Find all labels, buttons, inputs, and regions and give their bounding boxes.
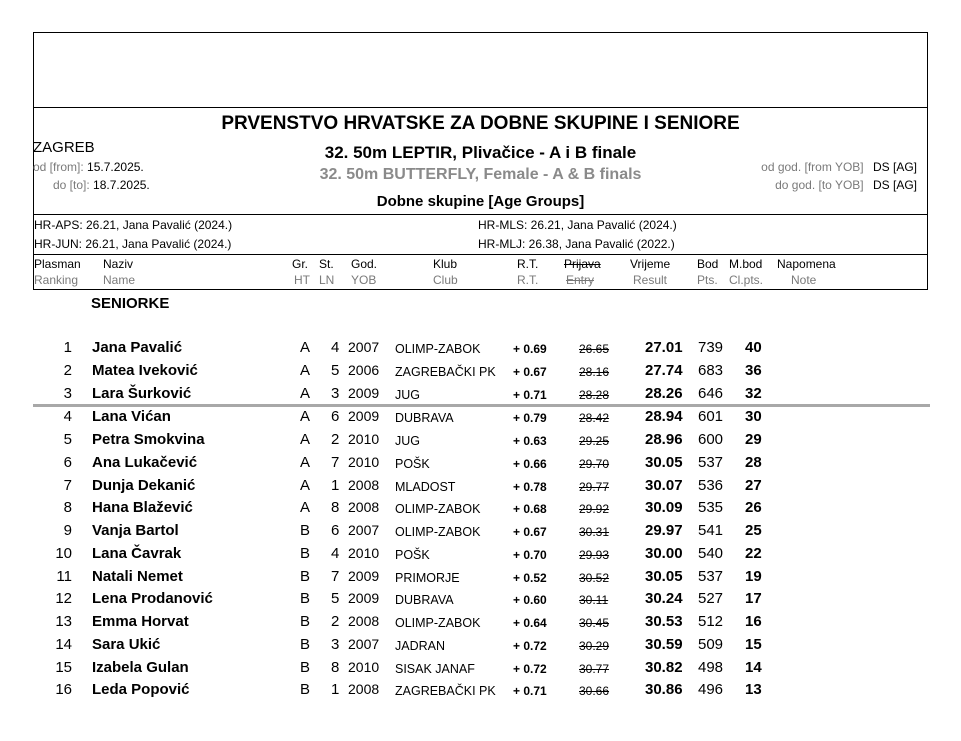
points: 540: [698, 544, 724, 562]
yob-to-label: do god. [to YOB]: [775, 178, 864, 192]
athlete-name: Lana Čavrak: [92, 544, 182, 562]
club-points: 16: [745, 613, 762, 630]
club-points: 15: [745, 635, 762, 653]
date-to-value: 18.7.2025.: [93, 178, 150, 192]
col-ln: St.: [319, 257, 334, 271]
result-rank: 14: [55, 635, 72, 653]
record-mlj: HR-MLJ: 26.38, Jana Pavalić (2022.): [478, 237, 675, 251]
reaction-time: + 0.71: [513, 387, 547, 402]
points: 537: [698, 453, 724, 471]
athlete-name: Petra Smokvina: [92, 431, 205, 448]
age-groups-title: Dobne skupine [Age Groups]: [376, 193, 585, 210]
col-pts-en: Pts.: [697, 273, 718, 287]
entry-time: 30.31: [579, 525, 610, 539]
final-group: B: [300, 522, 311, 539]
points: 646: [698, 384, 724, 402]
lane: 5: [331, 590, 340, 608]
final-group: B: [300, 567, 311, 585]
final-group: A: [300, 431, 311, 448]
record-jun: HR-JUN: 26.21, Jana Pavalić (2024.): [34, 237, 232, 251]
final-group: A: [300, 499, 311, 517]
points: 496: [698, 681, 724, 699]
table-row: [0, 477, 961, 499]
lane: 1: [331, 681, 340, 699]
final-group: B: [300, 658, 311, 676]
table-row: [0, 454, 961, 476]
year-of-birth: 2007: [348, 522, 380, 538]
athlete-name: Sara Ukić: [92, 635, 161, 653]
result-time: 29.97: [645, 522, 683, 539]
records-bottom-divider: [33, 254, 928, 255]
athlete-name: Lara Šurković: [92, 384, 192, 402]
club-name: JUG: [395, 434, 420, 448]
final-group: B: [300, 590, 311, 608]
result-time: 28.26: [645, 384, 683, 402]
result-rank: 16: [55, 681, 72, 699]
club-name: OLIMP-ZABOK: [395, 342, 481, 356]
entry-time: 28.16: [579, 364, 610, 379]
entry-time: 30.66: [579, 684, 610, 699]
result-rank: 5: [63, 431, 72, 448]
athlete-name: Leda Popović: [92, 681, 190, 699]
year-of-birth: 2007: [348, 635, 380, 652]
col-entry-en: Entry: [566, 273, 595, 287]
points: 536: [698, 476, 724, 494]
athlete-name: Lana Vićan: [92, 408, 171, 426]
points: 739: [698, 339, 724, 356]
final-group: A: [300, 453, 311, 471]
club-points: 13: [745, 681, 762, 699]
points: 535: [698, 499, 724, 517]
final-group: A: [300, 476, 311, 494]
club-points: 40: [745, 339, 762, 356]
club-name: ZAGREBAČKI PK: [395, 364, 496, 379]
year-of-birth: 2009: [348, 384, 380, 401]
club-name: PRIMORJE: [395, 570, 460, 585]
result-time: 30.09: [645, 499, 683, 517]
lane: 8: [331, 658, 340, 676]
year-of-birth: 2006: [348, 361, 380, 378]
entry-time: 30.29: [579, 638, 610, 653]
points: 512: [698, 613, 724, 630]
col-clpts-en: Cl.pts.: [729, 273, 764, 287]
entry-time: 30.52: [579, 570, 610, 585]
final-group: A: [300, 339, 311, 356]
reaction-time: + 0.69: [513, 342, 547, 356]
result-time: 30.24: [645, 590, 683, 608]
records-top-divider: [33, 214, 928, 215]
club-points: 28: [745, 453, 762, 471]
table-row: [0, 362, 961, 384]
reaction-time: + 0.72: [513, 638, 547, 653]
athlete-name: Emma Horvat: [92, 613, 189, 630]
year-of-birth: 2008: [348, 476, 380, 493]
table-row: [0, 681, 961, 703]
year-of-birth: 2008: [348, 681, 380, 698]
reaction-time: + 0.72: [513, 661, 547, 676]
club-points: 26: [745, 499, 762, 517]
result-rank: 10: [55, 544, 72, 562]
club-points: 30: [745, 408, 762, 426]
col-ht: Gr.: [292, 257, 309, 271]
reaction-time: + 0.66: [513, 456, 547, 471]
record-mls: HR-MLS: 26.21, Jana Pavalić (2024.): [478, 218, 677, 232]
athlete-name: Dunja Dekanić: [92, 476, 196, 494]
points: 537: [698, 567, 724, 585]
lane: 1: [331, 476, 340, 494]
lane: 4: [331, 544, 340, 562]
points: 601: [698, 408, 724, 426]
lane: 6: [331, 522, 340, 539]
date-from-label: od [from]:: [33, 160, 84, 174]
final-group: A: [300, 408, 311, 426]
club-name: OLIMP-ZABOK: [395, 502, 481, 517]
athlete-name: Lena Prodanović: [92, 590, 213, 608]
col-rank: Plasman: [34, 257, 81, 271]
club-name: OLIMP-ZABOK: [395, 616, 481, 630]
col-rt: R.T.: [517, 257, 539, 271]
reaction-time: + 0.70: [513, 547, 547, 562]
entry-time: 29.70: [579, 456, 610, 471]
entry-time: 29.25: [579, 434, 610, 448]
yob-from-label: od god. [from YOB]: [761, 160, 864, 174]
result-rank: 12: [55, 590, 72, 608]
lane: 4: [331, 339, 340, 356]
points: 541: [698, 522, 724, 539]
athlete-name: Izabela Gulan: [92, 658, 189, 676]
result-time: 30.05: [645, 453, 683, 471]
result-rank: 8: [63, 499, 72, 517]
table-row: [0, 522, 961, 544]
col-yob: God.: [351, 257, 378, 271]
event-title-en: 32. 50m BUTTERFLY, Female - A & B finals: [319, 166, 642, 183]
final-group: B: [300, 635, 311, 653]
club-name: JADRAN: [395, 638, 446, 653]
points: 498: [698, 658, 724, 676]
reaction-time: + 0.64: [513, 616, 547, 630]
yob-from: [761, 160, 917, 174]
club-points: 17: [745, 590, 762, 608]
final-group: B: [300, 681, 311, 699]
result-rank: 4: [63, 408, 72, 426]
year-of-birth: 2007: [348, 339, 380, 355]
table-row: [0, 408, 961, 430]
year-of-birth: 2008: [348, 613, 380, 629]
entry-time: 28.28: [579, 387, 610, 402]
col-club-en: Club: [433, 273, 458, 287]
final-group: A: [300, 384, 311, 402]
reaction-time: + 0.67: [513, 364, 547, 379]
col-pts: Bod: [697, 257, 719, 271]
entry-time: 30.11: [579, 593, 609, 608]
table-row: [0, 636, 961, 658]
year-of-birth: 2010: [348, 544, 380, 561]
table-row: [0, 590, 961, 612]
result-time: 28.94: [645, 408, 683, 426]
result-rank: 7: [63, 476, 72, 494]
entry-time: 29.93: [579, 547, 610, 562]
entry-time: 28.42: [579, 411, 610, 426]
col-rank-en: Ranking: [34, 273, 79, 287]
year-of-birth: 2008: [348, 499, 380, 516]
entry-time: 29.77: [579, 479, 610, 494]
result-time: 27.01: [645, 339, 683, 356]
reaction-time: + 0.71: [513, 684, 547, 699]
club-points: 29: [745, 431, 762, 448]
entry-time: 29.92: [579, 502, 610, 517]
points: 527: [698, 590, 724, 608]
lane: 2: [331, 431, 340, 448]
result-time: 30.05: [645, 567, 683, 585]
competition-title: PRVENSTVO HRVATSKE ZA DOBNE SKUPINE I SENIORE: [221, 113, 740, 134]
entry-time: 30.77: [579, 661, 610, 676]
yob-to-value: DS [AG]: [872, 178, 917, 192]
col-name: Naziv: [103, 257, 134, 271]
year-of-birth: 2009: [348, 408, 380, 425]
athlete-name: Jana Pavalić: [92, 339, 183, 356]
club-points: 36: [745, 361, 762, 379]
club-points: 22: [745, 544, 762, 562]
result-rank: 3: [63, 384, 72, 402]
yob-from-value: DS [AG]: [872, 160, 917, 174]
club-name: POŠK: [395, 547, 430, 562]
result-time: 30.00: [645, 544, 683, 562]
result-time: 30.59: [645, 635, 683, 653]
table-row: [0, 339, 961, 361]
year-of-birth: 2010: [348, 431, 380, 447]
table-row: [0, 613, 961, 635]
table-row: [0, 385, 961, 407]
points: 600: [698, 431, 724, 448]
reaction-time: + 0.79: [513, 411, 547, 426]
table-row: [0, 659, 961, 681]
col-entry: Prijava: [564, 257, 601, 271]
reaction-time: + 0.68: [513, 502, 547, 517]
club-name: MLADOST: [395, 479, 456, 494]
entry-time: 30.45: [579, 616, 610, 630]
club-name: DUBRAVA: [395, 593, 454, 608]
date-to-label: do [to]:: [53, 178, 90, 192]
club-points: 32: [745, 384, 762, 402]
result-rank: 1: [63, 339, 72, 356]
club-name: DUBRAVA: [395, 411, 454, 426]
club-points: 14: [745, 658, 762, 676]
result-time: 28.96: [645, 431, 683, 448]
club-name: POŠK: [395, 456, 430, 471]
year-of-birth: 2009: [348, 590, 380, 607]
reaction-time: + 0.52: [513, 570, 547, 585]
col-note-en: Note: [791, 273, 817, 287]
col-clpts: M.bod: [729, 257, 763, 271]
athlete-name: Matea Iveković: [92, 361, 198, 379]
result-rank: 15: [55, 658, 72, 676]
lane: 3: [331, 635, 340, 653]
reaction-time: + 0.67: [513, 525, 547, 539]
points: 509: [698, 635, 724, 653]
athlete-name: Ana Lukačević: [92, 453, 198, 471]
result-rank: 11: [56, 567, 72, 585]
col-note: Napomena: [777, 257, 836, 271]
club-points: 19: [745, 567, 762, 585]
year-of-birth: 2010: [348, 658, 380, 675]
col-club: Klub: [433, 257, 458, 271]
lane: 7: [331, 453, 340, 471]
club-name: ZAGREBAČKI PK: [395, 684, 496, 699]
reaction-time: + 0.60: [513, 593, 547, 608]
result-time: 30.82: [645, 658, 683, 676]
category-title: SENIORKE: [91, 295, 170, 312]
points: 683: [698, 361, 724, 379]
club-points: 27: [745, 476, 762, 494]
year-of-birth: 2009: [348, 567, 380, 584]
col-ht-en: HT: [294, 273, 310, 287]
table-row: [0, 545, 961, 567]
result-time: 27.74: [645, 361, 683, 379]
club-name: SISAK JANAF: [395, 661, 475, 676]
col-result: Vrijeme: [630, 257, 671, 271]
header-divider: [33, 107, 928, 108]
col-yob-en: YOB: [351, 273, 377, 287]
city: ZAGREB: [33, 139, 95, 156]
lane: 3: [331, 384, 340, 402]
final-group: B: [300, 613, 311, 630]
result-rank: 13: [55, 613, 72, 630]
table-row: [0, 431, 961, 453]
table-row: [0, 568, 961, 590]
lane: 8: [331, 499, 340, 517]
reaction-time: + 0.78: [513, 479, 547, 494]
result-time: 30.86: [645, 681, 683, 699]
athlete-name: Natali Nemet: [92, 567, 183, 585]
col-ln-en: LN: [319, 273, 335, 287]
year-of-birth: 2010: [348, 453, 380, 470]
lane: 7: [331, 567, 340, 585]
yob-to: [775, 178, 917, 192]
athlete-name: Vanja Bartol: [92, 522, 179, 539]
record-aps: HR-APS: 26.21, Jana Pavalić (2024.): [34, 218, 233, 232]
table-row: [0, 499, 961, 521]
result-rank: 6: [63, 453, 72, 471]
athlete-name: Hana Blažević: [92, 499, 193, 517]
entry-time: 26.65: [579, 342, 610, 356]
lane: 2: [331, 613, 340, 630]
col-result-en: Result: [633, 273, 668, 287]
event-title-hr: 32. 50m LEPTIR, Plivačice - A i B finale: [324, 143, 637, 162]
date-from-value: 15.7.2025.: [87, 160, 144, 174]
final-group: A: [300, 361, 311, 379]
lane: 5: [331, 361, 340, 379]
club-points: 25: [745, 522, 762, 539]
result-rank: 9: [63, 522, 72, 539]
reaction-time: + 0.63: [513, 434, 547, 448]
col-rt-en: R.T.: [517, 273, 539, 287]
result-rank: 2: [63, 361, 72, 379]
club-name: JUG: [395, 387, 420, 402]
club-name: OLIMP-ZABOK: [395, 525, 481, 539]
result-time: 30.07: [645, 476, 683, 494]
col-name-en: Name: [103, 273, 136, 287]
result-time: 30.53: [645, 613, 683, 630]
lane: 6: [331, 408, 340, 426]
final-group: B: [300, 544, 311, 562]
